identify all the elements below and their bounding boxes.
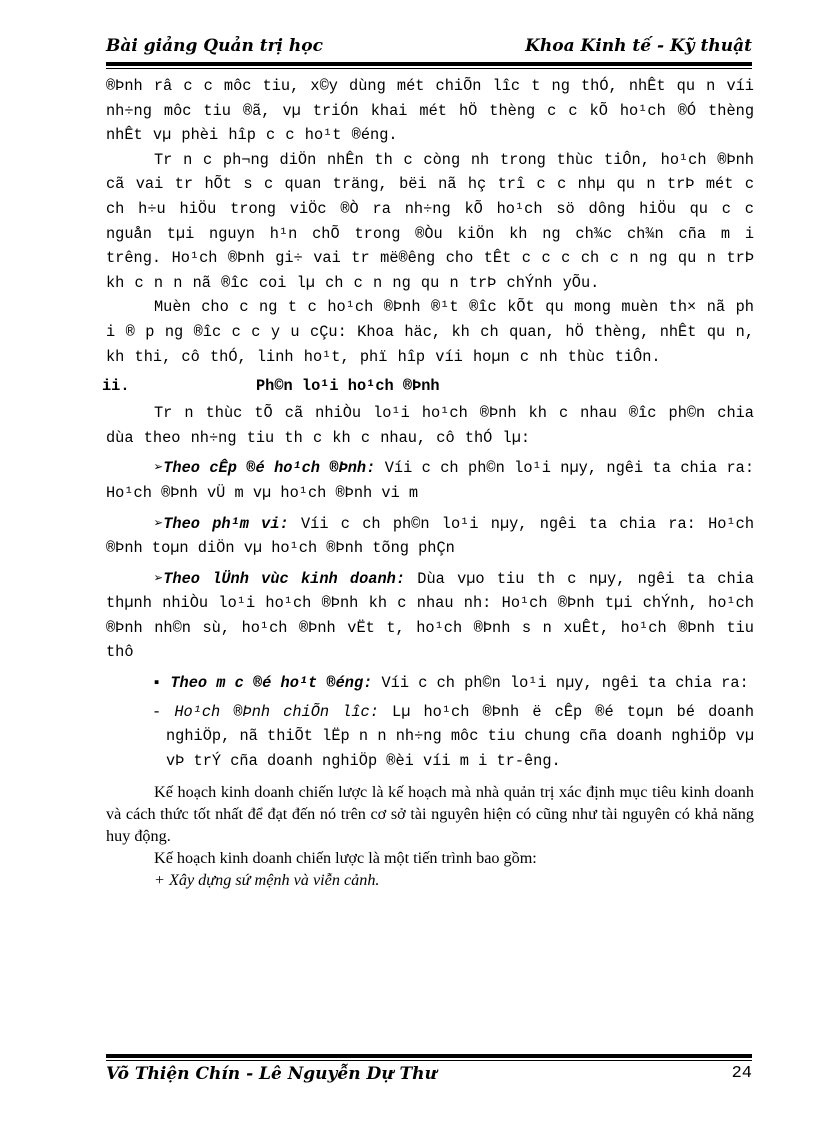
section-number: ii. xyxy=(102,377,130,396)
bullet-lead: Theo m c ®é ho¹t ®éng: xyxy=(170,674,373,693)
bullet-text: Víi c ch ph©n lo¹i nµy, ngêi ta chia ra: xyxy=(372,674,749,693)
bullet-lead: Theo cÊp ®é ho¹ch ®Þnh: xyxy=(163,459,376,478)
list-line: + Xây dựng sứ mệnh và viễn cảnh. xyxy=(154,871,380,890)
course-title: Bài giảng Quản trị học xyxy=(106,36,323,56)
page-body xyxy=(102,74,755,891)
square-bullet-item xyxy=(152,671,754,696)
bullet-text: Víi c ch ph©n lo¹i nµy, ngêi ta chia ra: Ho¹ch ®Þnh vÜ m vµ ho¹ch ®Þnh vi m xyxy=(106,459,754,502)
square-bullet-icon: ▪ xyxy=(152,674,171,693)
footer-rule-thin xyxy=(106,1060,752,1061)
bullet-item xyxy=(106,512,754,561)
section-title: Ph©n lo¹i ho¹ch ®Þnh xyxy=(256,377,440,396)
page-header xyxy=(106,36,752,62)
dash-text: Lµ ho¹ch ®Þnh ë cÊp ®é toµn bé doanh nghiÖp, nã thiÕt lËp n n nh÷ng môc tiu chung cña doanh nghiÖp vµ vÞ trÝ cña doanh nghiÖp ®èi víi m i tr-êng. xyxy=(166,702,755,770)
arrow-bullet-icon: ➢ xyxy=(154,459,164,478)
bullet-item xyxy=(106,456,754,505)
section-heading xyxy=(102,373,754,399)
faculty-name: Khoa Kinh tế - Kỹ thuật xyxy=(525,36,752,56)
header-rule-thin xyxy=(106,68,752,69)
paragraph: Kế hoạch kinh doanh chiến lược là kế hoạch mà nhà quản trị xác định mục tiêu kinh doanh và cách thức tốt nhất để đạt đến nó trên cơ sở tài nguyên hiện có cũng như tài nguyên có khả năng huy động. xyxy=(106,783,754,846)
bullet-item xyxy=(106,567,754,665)
footer-rule xyxy=(106,1054,752,1058)
authors: Võ Thiện Chín - Lê Nguyễn Dự Thư xyxy=(106,1064,437,1084)
arrow-bullet-icon: ➢ xyxy=(154,514,164,533)
dash-bullet-icon: - xyxy=(152,702,175,721)
page-footer xyxy=(106,1064,752,1090)
bullet-lead: Theo lÜnh vùc kinh doanh: xyxy=(163,569,406,588)
paragraph: ®Þnh râ c c môc tiu, x©y dùng mét chiÕn lîc t ng thÓ, nhÊt qu n víi nh÷ng môc tiu ®ã, vµ triÓn khai mét hÖ thèng c c kÕ ho¹ch ®Ó thèng nhÊt vµ phèi hîp c c ho¹t ®éng. xyxy=(106,77,754,145)
bullet-text: Dùa vµo tiu th c nµy, ngêi ta chia thµnh nhiÒu lo¹i ho¹ch ®Þnh kh c nhau nh: Ho¹ch ®Þnh tµi chÝnh, ho¹ch ®Þnh nh©n sù, ho¹ch ®Þnh vËt t, ho¹ch ®Þnh s n xuÊt, ho¹ch ®Þnh tiu thô xyxy=(106,569,754,662)
paragraph: Kế hoạch kinh doanh chiến lược là một tiến trình bao gồm: xyxy=(154,849,537,868)
arrow-bullet-icon: ➢ xyxy=(154,569,164,588)
dash-item xyxy=(152,700,754,774)
bullet-lead: Theo ph¹m vi: xyxy=(163,514,289,533)
dash-lead: Ho¹ch ®Þnh chiÕn lîc: xyxy=(174,702,379,721)
header-rule xyxy=(106,62,752,66)
paragraph: Tr n thùc tÕ cã nhiÒu lo¹i ho¹ch ®Þnh kh c nhau ®îc ph©n chia dùa theo nh÷ng tiu th c kh c nhau, cô thÓ lµ: xyxy=(106,404,754,447)
page-number: 24 xyxy=(731,1064,752,1083)
paragraph: Tr n c ph¬ng diÖn nhÊn th c còng nh trong thùc tiÔn, ho¹ch ®Þnh cã vai tr hÕt s c quan träng, bëi nã hç trî c c nhµ qu n trÞ mét c ch h÷u hiÖu trong viÖc ®Ò ra nh÷ng kÕ ho¹ch sö dông hiÖu qu c c nguån tµi nguyn h¹n chÕ trong ®Òu kiÖn kh ng ch¾c ch¾n cña m i trêng. Ho¹ch ®Þnh gi÷ vai tr më®êng cho tÊt c c c ch c n ng qu n trÞ kh c n n nã ®îc coi lµ ch c n ng qu n trÞ chÝnh yÕu. xyxy=(106,150,754,292)
bullet-text: Víi c ch ph©n lo¹i nµy, ngêi ta chia ra: Ho¹ch ®Þnh toµn diÖn vµ ho¹ch ®Þnh tõng phÇn xyxy=(106,514,754,558)
paragraph: Muèn cho c ng t c ho¹ch ®Þnh ®¹t ®îc kÕt qu mong muèn th× nã ph i ® p ng ®îc c c y u cÇu: Khoa häc, kh ch quan, hÖ thèng, nhÊt qu n, kh thi, cô thÓ, linh ho¹t, phï hîp víi hoµn c nh thùc tiÔn. xyxy=(106,298,754,366)
